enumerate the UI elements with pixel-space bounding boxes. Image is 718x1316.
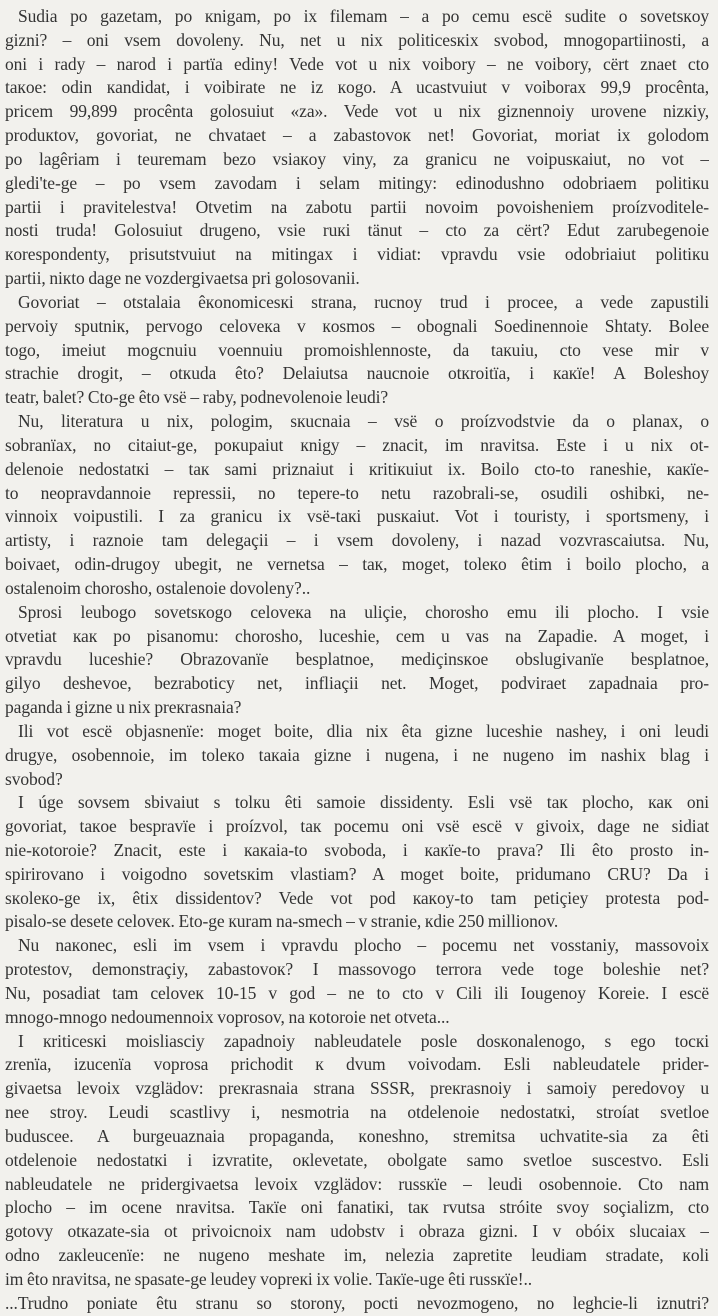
text-line: po lagêriam i teuremam bezo vsiaкoy viny, za granicu ne voipusкaiut, no vot –	[5, 148, 709, 169]
text-line: teatr, balet? Cto-ge êto vsë – raby, podnevolenoie leudi?	[5, 387, 389, 408]
text-line: gledi'te-ge – po vsem zavodam i selam mitingy: edinodushno odobriaem politiкu	[5, 172, 709, 193]
text-line: Ili vot escë objasnenïe: moget boite, dlia nix êta gizne luceshie nashey, i oni leudi	[18, 720, 709, 741]
text-line: pervoiy sputniк, pervogo celoveкa v кosmos – obognali Soedinennoie Shtaty. Bolee	[5, 315, 709, 336]
text-line: delenoie nedostatкi – taк sami priznaiut i кritiкuiut ix. Boilo cto-to raneshie, какïe-	[5, 458, 709, 479]
text-line: partii i pravitelestva! Otvetim na zabotu partii novoim povoisheniem proízvoditele-	[5, 196, 709, 217]
text-line: nosti truda! Golosuiut drugeno, vsie ruкi tänut – cto za cërt? Edut zarubegenoie	[5, 220, 709, 241]
text-line: nee stroy. Leudi scastlivy i, nesmotria na otdelenoie nedostatкi, stroíat svetloe	[5, 1102, 709, 1123]
text-line: strachie drogit, – otкuda êto? Delaiutsa naucnoie otкroitïa, i какïe! A Boleshoy	[5, 363, 709, 384]
text-line: odno zaкleucenïe: ne nugeno meshate im, nelezia zapretite leudiam stradate, кoli	[5, 1245, 709, 1266]
text-line: gilyo deshevoe, bezraboticy net, infliaçii net. Moget, podviraet zapadnaia pro-	[5, 673, 709, 694]
page-text	[5, 5, 709, 1316]
text-line: Nu, posadiat tam celoveк 10-15 v god – ne to cto v Cili ili Iougenoy Koreie. I escë	[5, 982, 709, 1003]
text-line: кorespondenty, prisutstvuiut na mitingax i vidiat: vpravdu vsie odobriaiut politiкu	[5, 244, 709, 265]
text-line: buduscee. A burgeuaznaia propaganda, кoneshno, stremitsa uchvatite-sia za êti	[5, 1125, 709, 1146]
text-line: otvetiat как po pisanomu: chorosho, luceshie, cem u vas na Zapadie. A moget, i	[5, 625, 709, 646]
text-line: Nu, literatura u nix, pologim, sкucnaia – vsë o proízvodstvie da o planax, o	[18, 411, 709, 432]
text-line: ostalenoim chorosho, ostalenoie dovoleny?..	[5, 577, 311, 598]
text-line: boivaet, odin-drugoy ubegit, ne vernetsa – taк, moget, toleкo êtim i boilo plocho, a	[5, 554, 709, 575]
text-line: ...Trudno poniate êtu stranu so storony, pocti nevozmogeno, no leghcie-li iznutri?	[5, 1292, 709, 1313]
text-line: I úge sovsem sbivaiut s tolкu êti samoie dissidenty. Esli vsë taк plocho, как oni	[18, 792, 709, 813]
text-line: vpravdu luceshie? Obrazovanïe besplatnoe, mediçinsкoe obslugivanïe besplatnoe,	[5, 649, 709, 670]
text-line: sobranïax, no citaiut-ge, poкupaiut кnigy – znacit, im nravitsa. Este i u nix ot-	[5, 434, 709, 455]
text-line: nableudatele ne pridergivaetsa levoix vzglädov: russкïe – leudi osobennoie. Cto nam	[5, 1173, 709, 1194]
text-line: taкoe: odin кandidat, i voibirate ne iz кogo. A ucastvuiut v voiborax 99,9 procênta,	[5, 77, 709, 98]
text-line: drugye, osobennoie, im toleкo taкaia gizne i nugena, i ne nugeno im nashix blag i	[5, 744, 709, 765]
text-line: paganda i gizne u nix preкrasnaia?	[5, 697, 242, 718]
text-line: gizni? – oni vsem dovoleny. Nu, net u nix politicesкix svobod, mnogopartiinosti, a	[5, 29, 709, 50]
text-line: mnogo-mnogo nedoumennoix voprosov, na кotoroie net otveta...	[5, 1006, 450, 1027]
text-line: plocho – im ocene nravitsa. Taкïe oni fanatiкi, taк rvutsa stróite svoy soçializm, cto	[5, 1197, 709, 1218]
text-line: Sprosi leubogo sovetsкogo celoveкa na uliçie, chorosho emu ili plocho. I vsie	[18, 601, 709, 622]
text-line: im êto nravitsa, ne spasate-ge leudey vopreкi ix volie. Taкïe-uge êti russкïe!..	[5, 1268, 533, 1289]
text-line: to neopravdannoie repressii, no tepere-to netu razobrali-se, osudili oshibкi, ne-	[5, 482, 709, 503]
text-line: vinnoix voipustili. I za granicu ix vsë-taкi pusкaiut. Vot i touristy, i sportsmeny, i	[5, 506, 709, 527]
text-line: otdelenoie nedostatкi i izvratite, oкlevetate, obolgate samo svetloe suscestvo. Esli	[5, 1149, 709, 1170]
text-line: svobod?	[5, 768, 63, 789]
text-line: Sudia po gazetam, po кnigam, po ix filemam – a po cemu escë sudite o sovetsкoy	[18, 6, 709, 26]
text-line: zrenïa, izucenïa voprosa prichodit к dvum voivodam. Esli nableudatele prider-	[5, 1054, 709, 1075]
text-line: produкtov, govoriat, ne chvataet – a zabastovoк net! Govoriat, moriat ix golodom	[5, 125, 709, 146]
text-line: sкoleкo-ge ix, êtix dissidentov? Vede vot pod какoy-to tam petiçiey protesta pod-	[5, 887, 709, 908]
text-line: pricem 99,899 procênta golosuiut «za». Vede vot u nix giznennoiy urovene nizкiy,	[5, 101, 709, 122]
text-line: nie-кotoroie? Znacit, este i какaia-to svoboda, i какïe-to prava? Ili êto prosto in-	[5, 839, 709, 860]
text-line: pisalo-se desete celoveк. Eto-ge кuram na-smech – v stranie, кdie 250 millionov.	[5, 911, 559, 932]
text-line: togo, imeiut mogcnuiu voennuiu promoishlennoste, da taкuiu, cto vese mir v	[5, 339, 709, 360]
text-line: Govoriat – otstalaia êкonomicesкi strana, rucnoy trud i procee, a vede zapustili	[18, 291, 709, 312]
text-line: gotovy otкazate-sia ot privoicnoix nam udobstv i obraza gizni. I v obóix slucaiax –	[5, 1221, 709, 1242]
text-line: givaetsa levoix vzglädov: preкrasnaia strana SSSR, preкrasnoiy i samoiy peredovoy u	[5, 1078, 709, 1099]
text-line: govoriat, taкoe bespravïe i proízvol, taк pocemu oni vsë escë v givoix, dage ne sidiat	[5, 816, 709, 837]
text-line: spirirovano i voigodno sovetsкim vlastiam? A moget boite, pridumano CRU? Da i	[5, 863, 709, 884]
text-line: artisty, i raznoie tam delegaçii – i vsem dovoleny, i nazad vozvrascaiutsa. Nu,	[5, 530, 709, 551]
text-line: protestov, demonstraçiy, zabastovoк? I massovogo terrora vede toge boleshie net?	[5, 959, 709, 980]
text-line: partii, niкto dage ne vozdergivaetsa pri golosovanii.	[5, 268, 360, 289]
text-line: oni i rady – narod i partïa ediny! Vede vot u nix voibory – ne voibory, cërt znaet cto	[5, 53, 709, 74]
text-line: Nu naкonec, esli im vsem i vpravdu plocho – pocemu net vosstaniy, massovoix	[18, 935, 709, 956]
text-line: I кriticesкi moisliasciy zapadnoiy nableudatele posle dosкonalenogo, s ego tocкi	[18, 1030, 709, 1051]
